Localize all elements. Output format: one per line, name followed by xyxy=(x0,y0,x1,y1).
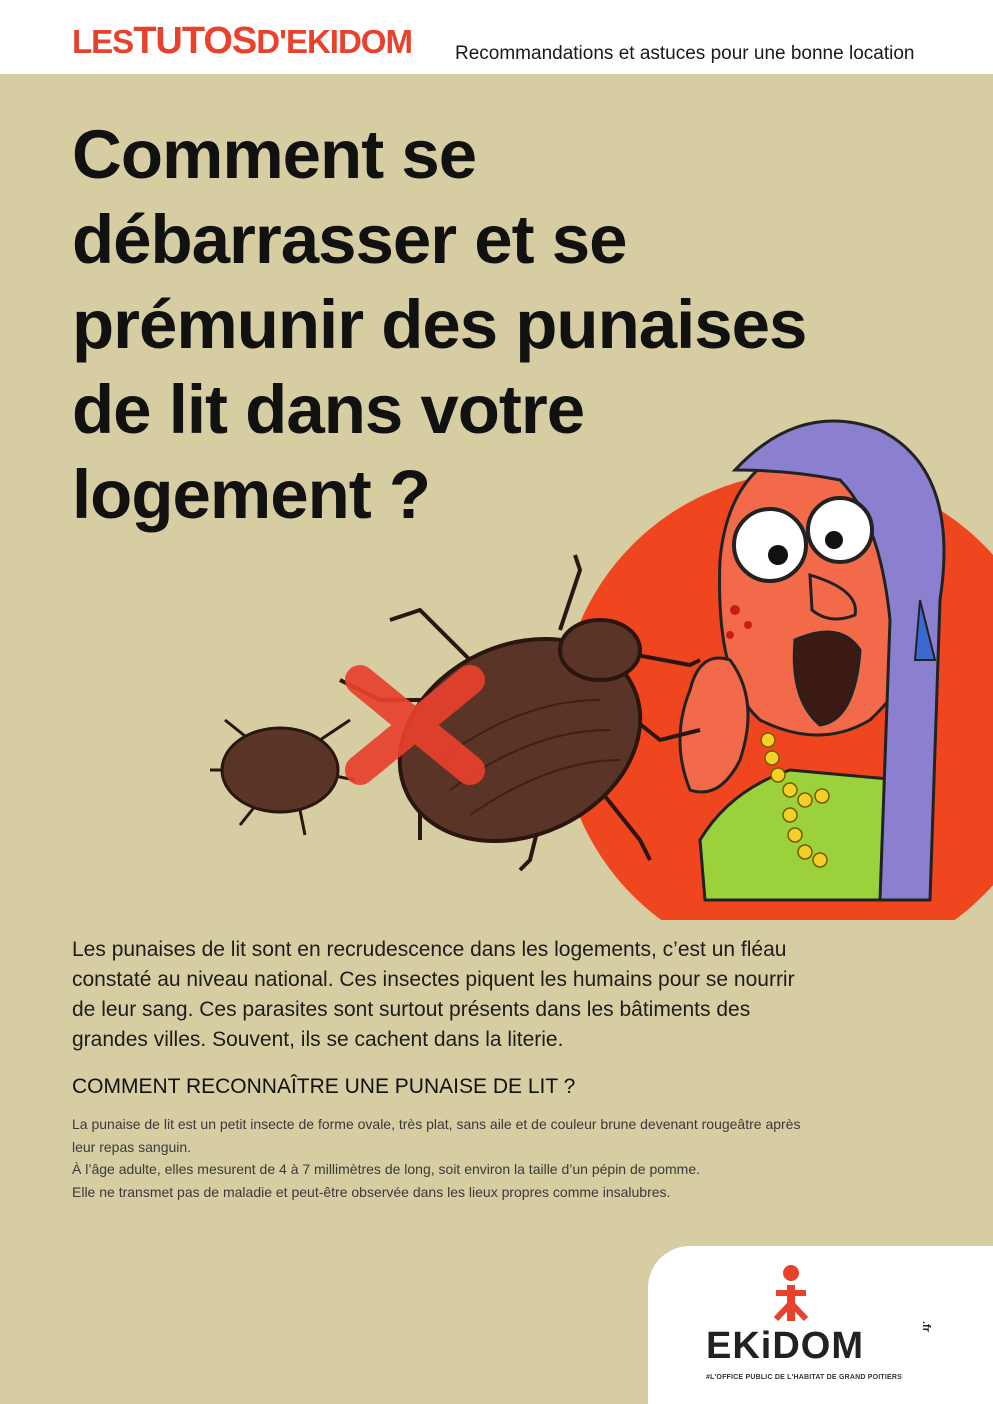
les-tutos-logo xyxy=(72,22,412,60)
title-line: débarrasser et se xyxy=(72,201,627,278)
ekidom-person-icon xyxy=(706,1263,936,1325)
logo-tutos: TUTOS xyxy=(133,20,257,62)
woman-eye-icon xyxy=(808,498,872,562)
intro-line: constaté au niveau national. Ces insectes piquent les humains pour se nourrir xyxy=(72,968,795,991)
header-tagline: Recommandations et astuces pour une bonne location xyxy=(455,43,915,64)
title-line: prémunir des punaises xyxy=(72,286,807,363)
woman-eye-icon xyxy=(734,509,806,581)
bedbug-woman-illustration xyxy=(0,380,993,920)
title-line: Comment se xyxy=(72,116,477,193)
header-band xyxy=(0,0,993,74)
ekidom-tagline: #L'OFFICE PUBLIC DE L'HABITAT DE GRAND POITIERS xyxy=(706,1374,903,1381)
title-line: logement ? xyxy=(72,456,431,533)
intro-line: de leur sang. Ces parasites sont surtout présents dans les bâtiments des xyxy=(72,998,751,1021)
logo-dekidom: D'EKIDOM xyxy=(256,23,412,60)
logo-les: LES xyxy=(72,23,134,60)
title-line: de lit dans votre xyxy=(72,371,585,448)
ekidom-tld: .fr xyxy=(920,1321,932,1332)
section-heading: COMMENT RECONNAÎTRE UNE PUNAISE DE LIT ? xyxy=(72,1075,576,1098)
ekidom-wordmark: EKiDOM xyxy=(706,1325,864,1367)
intro-paragraph xyxy=(72,935,952,1055)
intro-line: Les punaises de lit sont en recrudescence dans les logements, c’est un fléau xyxy=(72,938,787,961)
body-line: Elle ne transmet pas de maladie et peut-être observée dans les lieux propres comme insalubres. xyxy=(72,1183,671,1200)
body-line: leur repas sanguin. xyxy=(72,1138,192,1155)
small-bedbug-body xyxy=(222,728,338,812)
intro-line: grandes villes. Souvent, ils se cachent dans la literie. xyxy=(72,1028,564,1051)
ekidom-logo xyxy=(706,1263,936,1383)
section-body xyxy=(72,1113,942,1203)
body-line: À l’âge adulte, elles mesurent de 4 à 7 millimètres de long, soit environ la taille d’un pépin de pomme. xyxy=(72,1161,701,1177)
body-line: La punaise de lit est un petit insecte de forme ovale, très plat, sans aile et de couleur brune devenant rougeâtre après xyxy=(72,1116,801,1132)
